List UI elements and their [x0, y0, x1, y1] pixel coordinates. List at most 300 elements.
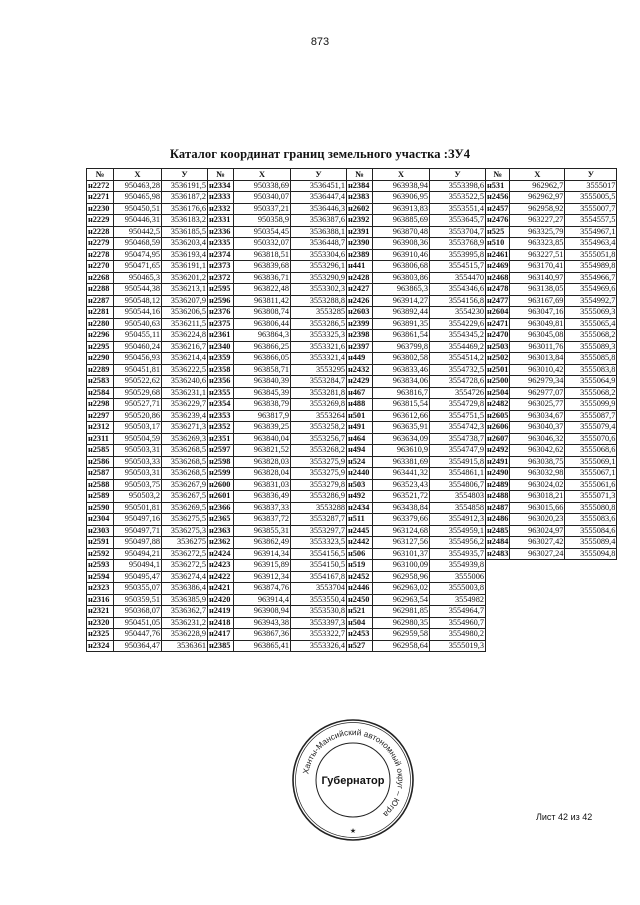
- point-number-cell: н2490: [487, 468, 509, 478]
- x-coordinate-cell: 950503,31: [114, 445, 162, 457]
- point-number-cell: н2591: [87, 537, 114, 549]
- x-coordinate-cell: 963610,9: [373, 445, 430, 457]
- y-coordinate-cell: 3554939,8: [430, 560, 486, 572]
- y-coordinate-cell: 3555003,8: [430, 583, 486, 595]
- column-header: У: [162, 169, 208, 181]
- x-coordinate-cell: 963938,94: [373, 180, 430, 192]
- point-number-cell: н2442: [347, 537, 373, 549]
- point-number-cell: н2492: [487, 445, 509, 455]
- point-number-cell: н2230: [87, 203, 114, 215]
- x-coordinate-cell: 963013,84: [510, 353, 565, 365]
- x-coordinate-cell: 950340,07: [234, 192, 291, 204]
- x-coordinate-cell: 963799,8: [373, 341, 430, 353]
- x-coordinate-cell: 950364,47: [114, 640, 162, 652]
- table-row: [87, 330, 617, 342]
- table-row: [87, 364, 617, 376]
- x-coordinate-cell: 963874,76: [234, 583, 291, 595]
- point-number-cell: н2585: [87, 445, 114, 457]
- column-header: №: [347, 169, 373, 181]
- y-coordinate-cell: 3536361: [162, 640, 208, 652]
- y-coordinate-cell: 3553279,8: [291, 479, 347, 491]
- y-coordinate-cell: 3553326,4: [291, 640, 347, 652]
- x-coordinate-cell: 963381,69: [373, 456, 430, 468]
- x-coordinate-cell: 950544,38: [114, 284, 162, 296]
- point-number-cell: н2295: [87, 341, 114, 353]
- x-coordinate-cell: 950495,47: [114, 571, 162, 583]
- x-coordinate-cell: 962958,92: [510, 203, 565, 215]
- table-row: [87, 261, 617, 273]
- x-coordinate-cell: 950455,11: [114, 330, 162, 342]
- x-coordinate-cell: 963808,74: [234, 307, 291, 319]
- x-coordinate-cell: 963227,27: [510, 215, 565, 227]
- x-coordinate-cell: 963042,62: [510, 445, 565, 457]
- table-row: [87, 410, 617, 422]
- sheet-label: Лист 42 из 42: [536, 812, 593, 822]
- point-number-cell: н2478: [487, 284, 509, 294]
- x-coordinate-cell: 963865,3: [373, 284, 430, 296]
- table-row: [87, 606, 617, 618]
- y-coordinate-cell: 3536216,7: [162, 341, 208, 353]
- y-coordinate-cell: 3536447,4: [291, 192, 347, 204]
- y-coordinate-cell: 3536207,9: [162, 295, 208, 307]
- point-number-cell: н2312: [87, 422, 114, 434]
- point-number-cell: н521: [347, 606, 373, 618]
- table-row: [87, 203, 617, 215]
- point-number-cell: н2278: [87, 249, 114, 261]
- x-coordinate-cell: 950503,33: [114, 456, 162, 468]
- y-coordinate-cell: 3536362,7: [162, 606, 208, 618]
- x-coordinate-cell: 963100,09: [373, 560, 430, 572]
- x-coordinate-cell: 950358,9: [234, 215, 291, 227]
- table-row: [87, 548, 617, 560]
- y-coordinate-cell: 3553530,8: [291, 606, 347, 618]
- x-coordinate-cell: 963836,71: [234, 272, 291, 284]
- table-row: [87, 433, 617, 445]
- y-coordinate-cell: 3536267,5: [162, 491, 208, 503]
- point-number-cell: [486, 583, 510, 595]
- column-header: X: [234, 169, 291, 181]
- catalog-title: Каталог координат границ земельного участка :ЗУ4: [169, 147, 471, 161]
- x-coordinate-cell: 963943,38: [234, 617, 291, 629]
- point-number-cell: н2359: [208, 353, 234, 365]
- x-coordinate-cell: 950338,69: [234, 180, 291, 192]
- point-number-cell: н527: [347, 640, 373, 652]
- point-number-cell: н2469: [487, 261, 509, 271]
- x-coordinate-cell: 950471,65: [114, 261, 162, 273]
- point-number-cell: н2389: [347, 249, 373, 261]
- point-number-cell: н2434: [347, 502, 373, 514]
- y-coordinate-cell: 3555068,2: [565, 330, 617, 342]
- table-row: [87, 307, 617, 319]
- x-coordinate-cell: 950522,62: [114, 376, 162, 388]
- y-coordinate-cell: 3553296,1: [291, 261, 347, 273]
- x-coordinate-cell: 962980,35: [373, 617, 430, 629]
- point-number-cell: н2483: [487, 548, 509, 558]
- point-number-cell: н464: [347, 433, 373, 445]
- point-number-cell: н2452: [347, 571, 373, 583]
- point-number-cell: н2418: [208, 617, 234, 629]
- point-number-cell: н2397: [347, 341, 373, 353]
- point-number-cell: н2316: [87, 594, 114, 606]
- x-coordinate-cell: 950503,2: [114, 491, 162, 503]
- point-number-cell: н2324: [87, 640, 114, 652]
- y-coordinate-cell: 3554982: [430, 594, 486, 606]
- x-coordinate-cell: 963906,95: [373, 192, 430, 204]
- table-row: [87, 525, 617, 537]
- point-number-cell: н467: [347, 387, 373, 399]
- y-coordinate-cell: 3554967,1: [565, 226, 617, 238]
- point-number-cell: н2355: [208, 387, 234, 399]
- y-coordinate-cell: [565, 583, 617, 595]
- point-number-cell: н2491: [487, 456, 509, 466]
- x-coordinate-cell: 950354,45: [234, 226, 291, 238]
- x-coordinate-cell: 963635,91: [373, 422, 430, 434]
- y-coordinate-cell: 3553704,7: [430, 226, 486, 238]
- column-header: №: [208, 169, 234, 181]
- y-coordinate-cell: 3554742,3: [430, 422, 486, 434]
- y-coordinate-cell: 3554912,3: [430, 514, 486, 526]
- table-row: [87, 215, 617, 227]
- y-coordinate-cell: 3536222,5: [162, 364, 208, 376]
- y-coordinate-cell: 3554515,7: [430, 261, 486, 273]
- x-coordinate-cell: [510, 560, 565, 572]
- y-coordinate-cell: 3553275,9: [291, 468, 347, 480]
- y-coordinate-cell: [565, 571, 617, 583]
- x-coordinate-cell: 963024,97: [510, 525, 565, 537]
- point-number-cell: н2471: [487, 318, 509, 328]
- x-coordinate-cell: 963914,27: [373, 295, 430, 307]
- x-coordinate-cell: 962963,02: [373, 583, 430, 595]
- x-coordinate-cell: 950504,59: [114, 433, 162, 445]
- point-number-cell: н2457: [487, 203, 509, 213]
- x-coordinate-cell: 963910,46: [373, 249, 430, 261]
- point-number-cell: н2597: [208, 445, 234, 457]
- x-coordinate-cell: 963323,85: [510, 238, 565, 250]
- y-coordinate-cell: 3536385,9: [162, 594, 208, 606]
- point-number-cell: н2424: [208, 548, 234, 560]
- y-coordinate-cell: 3536185,5: [162, 226, 208, 238]
- y-coordinate-cell: 3536271,3: [162, 422, 208, 434]
- y-coordinate-cell: 3536275,3: [162, 525, 208, 537]
- point-number-cell: н2445: [347, 525, 373, 537]
- y-coordinate-cell: 3553322,7: [291, 629, 347, 641]
- point-number-cell: н2365: [208, 514, 234, 526]
- table-row: [87, 514, 617, 526]
- x-coordinate-cell: 963045,08: [510, 330, 565, 342]
- y-coordinate-cell: 3554858: [430, 502, 486, 514]
- table-row: [87, 445, 617, 457]
- y-coordinate-cell: 3553275,9: [291, 456, 347, 468]
- x-coordinate-cell: 963034,67: [510, 410, 565, 422]
- point-number-cell: н2298: [87, 399, 114, 411]
- y-coordinate-cell: 3536211,5: [162, 318, 208, 330]
- point-number-cell: н2321: [87, 606, 114, 618]
- y-coordinate-cell: 3553768,9: [430, 238, 486, 250]
- x-coordinate-cell: 963140,97: [510, 272, 565, 284]
- x-coordinate-cell: 963866,05: [234, 353, 291, 365]
- point-number-cell: н2288: [87, 284, 114, 296]
- x-coordinate-cell: 963806,68: [373, 261, 430, 273]
- y-coordinate-cell: 3536274,4: [162, 571, 208, 583]
- point-number-cell: н2604: [487, 307, 509, 317]
- x-coordinate-cell: 963908,94: [234, 606, 291, 618]
- x-coordinate-cell: 963027,42: [510, 537, 565, 549]
- x-coordinate-cell: 963840,04: [234, 433, 291, 445]
- point-number-cell: н2501: [487, 364, 509, 374]
- x-coordinate-cell: 963914,4: [234, 594, 291, 606]
- point-number-cell: н2599: [208, 468, 234, 480]
- point-number-cell: н2470: [487, 330, 509, 340]
- point-number-cell: н2385: [208, 640, 234, 652]
- point-number-cell: н2477: [487, 295, 509, 305]
- point-number-cell: н2584: [87, 387, 114, 399]
- x-coordinate-cell: 963101,37: [373, 548, 430, 560]
- x-coordinate-cell: 950463,28: [114, 180, 162, 192]
- point-number-cell: н494: [347, 445, 373, 457]
- table-row: [87, 272, 617, 284]
- x-coordinate-cell: 950451,05: [114, 617, 162, 629]
- point-number-cell: [486, 617, 510, 629]
- point-number-cell: н2488: [487, 491, 509, 501]
- point-number-cell: н2594: [87, 571, 114, 583]
- y-coordinate-cell: 3554729,8: [430, 399, 486, 411]
- x-coordinate-cell: 950501,81: [114, 502, 162, 514]
- y-coordinate-cell: 3536267,9: [162, 479, 208, 491]
- point-number-cell: н2287: [87, 295, 114, 307]
- table-row: [87, 640, 617, 652]
- coordinates-table: [86, 168, 617, 652]
- point-number-cell: н503: [347, 479, 373, 491]
- point-number-cell: н2335: [208, 238, 234, 250]
- x-coordinate-cell: 963891,35: [373, 318, 430, 330]
- x-coordinate-cell: 950451,81: [114, 364, 162, 376]
- point-number-cell: н2311: [87, 433, 114, 445]
- point-number-cell: н2595: [208, 284, 234, 296]
- seal-star-icon: ★: [349, 827, 357, 835]
- point-number-cell: н441: [347, 261, 373, 273]
- y-coordinate-cell: 3555006: [430, 571, 486, 583]
- y-coordinate-cell: 3536275,5: [162, 514, 208, 526]
- point-number-cell: н2446: [347, 583, 373, 595]
- point-number-cell: н2332: [208, 203, 234, 215]
- x-coordinate-cell: 950544,16: [114, 307, 162, 319]
- table-row: [87, 284, 617, 296]
- point-number-cell: н531: [486, 180, 510, 192]
- y-coordinate-cell: 3536203,4: [162, 238, 208, 250]
- table-row: [87, 376, 617, 388]
- point-number-cell: н2586: [87, 456, 114, 468]
- y-coordinate-cell: 3553287,7: [291, 514, 347, 526]
- point-number-cell: н2392: [347, 215, 373, 227]
- x-coordinate-cell: 963834,06: [373, 376, 430, 388]
- x-coordinate-cell: 950359,51: [114, 594, 162, 606]
- x-coordinate-cell: 963836,49: [234, 491, 291, 503]
- x-coordinate-cell: 963018,21: [510, 491, 565, 503]
- x-coordinate-cell: 950548,12: [114, 295, 162, 307]
- x-coordinate-cell: [510, 594, 565, 606]
- y-coordinate-cell: 3536231,1: [162, 387, 208, 399]
- y-coordinate-cell: [565, 594, 617, 606]
- x-coordinate-cell: 963817,9: [234, 410, 291, 422]
- point-number-cell: н2440: [347, 468, 373, 480]
- y-coordinate-cell: 3554728,6: [430, 376, 486, 388]
- y-coordinate-cell: 3553286,9: [291, 491, 347, 503]
- table-row: [87, 537, 617, 549]
- point-number-cell: н491: [347, 422, 373, 434]
- x-coordinate-cell: 950442,5: [114, 226, 162, 238]
- y-coordinate-cell: 3555017: [565, 180, 617, 192]
- point-number-cell: н2390: [347, 238, 373, 250]
- x-coordinate-cell: 950450,51: [114, 203, 162, 215]
- y-coordinate-cell: 3554959,1: [430, 525, 486, 537]
- x-coordinate-cell: 963840,39: [234, 376, 291, 388]
- point-number-cell: н2279: [87, 238, 114, 250]
- y-coordinate-cell: 3553288: [291, 502, 347, 514]
- point-number-cell: н2289: [87, 364, 114, 376]
- y-coordinate-cell: 3553284,7: [291, 376, 347, 388]
- x-coordinate-cell: 963833,46: [373, 364, 430, 376]
- point-number-cell: н2270: [87, 261, 114, 273]
- y-coordinate-cell: 3536269,3: [162, 433, 208, 445]
- point-number-cell: н2320: [87, 617, 114, 629]
- x-coordinate-cell: 963325,79: [510, 226, 565, 238]
- point-number-cell: н2426: [347, 295, 373, 307]
- y-coordinate-cell: 3554229,6: [430, 318, 486, 330]
- y-coordinate-cell: 3536214,4: [162, 353, 208, 365]
- y-coordinate-cell: 3536268,5: [162, 445, 208, 457]
- y-coordinate-cell: 3536176,6: [162, 203, 208, 215]
- y-coordinate-cell: 3536240,6: [162, 376, 208, 388]
- table-row: [87, 399, 617, 411]
- y-coordinate-cell: 3554470: [430, 272, 486, 284]
- point-number-cell: [486, 594, 510, 606]
- x-coordinate-cell: 963866,25: [234, 341, 291, 353]
- table-row: [87, 295, 617, 307]
- point-number-cell: н2399: [347, 318, 373, 330]
- page-number: 873: [310, 36, 330, 48]
- point-number-cell: н510: [486, 238, 510, 250]
- point-number-cell: н2383: [347, 192, 373, 204]
- point-number-cell: н2423: [208, 560, 234, 572]
- x-coordinate-cell: 963010,42: [510, 364, 565, 376]
- point-number-cell: н2603: [347, 307, 373, 319]
- point-number-cell: н2325: [87, 629, 114, 641]
- table-row: [87, 238, 617, 250]
- x-coordinate-cell: 950527,71: [114, 399, 162, 411]
- y-coordinate-cell: 3553256,7: [291, 433, 347, 445]
- y-coordinate-cell: 3536193,4: [162, 249, 208, 261]
- column-header: У: [430, 169, 486, 181]
- table-row: [87, 318, 617, 330]
- table-row: [87, 341, 617, 353]
- column-header: №: [486, 169, 510, 181]
- point-number-cell: [486, 629, 510, 641]
- point-number-cell: н2417: [208, 629, 234, 641]
- y-coordinate-cell: 3554469,2: [430, 341, 486, 353]
- y-coordinate-cell: 3554732,5: [430, 364, 486, 376]
- y-coordinate-cell: 3555084,6: [565, 525, 617, 537]
- y-coordinate-cell: 3536388,1: [291, 226, 347, 238]
- point-number-cell: н2427: [347, 284, 373, 296]
- x-coordinate-cell: 963027,24: [510, 548, 565, 560]
- point-number-cell: н2336: [208, 226, 234, 238]
- y-coordinate-cell: 3536191,5: [162, 180, 208, 192]
- x-coordinate-cell: 963839,25: [234, 422, 291, 434]
- x-coordinate-cell: 963821,52: [234, 445, 291, 457]
- y-coordinate-cell: 3553323,5: [291, 537, 347, 549]
- point-number-cell: н519: [347, 560, 373, 572]
- x-coordinate-cell: 963523,43: [373, 479, 430, 491]
- point-number-cell: н506: [347, 548, 373, 560]
- table-row: [87, 594, 617, 606]
- y-coordinate-cell: 3553321,4: [291, 353, 347, 365]
- y-coordinate-cell: 3555005,5: [565, 192, 617, 204]
- x-coordinate-cell: 963227,51: [510, 249, 565, 261]
- x-coordinate-cell: 950368,07: [114, 606, 162, 618]
- x-coordinate-cell: 963020,23: [510, 514, 565, 526]
- y-coordinate-cell: 3555089,3: [565, 341, 617, 353]
- point-number-cell: н2331: [208, 215, 234, 227]
- point-number-cell: н2419: [208, 606, 234, 618]
- x-coordinate-cell: 962979,34: [510, 376, 565, 388]
- seal-center-text: Губернатор: [321, 775, 385, 787]
- y-coordinate-cell: 3536206,5: [162, 307, 208, 319]
- point-number-cell: н2486: [487, 514, 509, 524]
- y-coordinate-cell: 3554966,7: [565, 272, 617, 284]
- x-coordinate-cell: 963858,71: [234, 364, 291, 376]
- column-header: У: [565, 169, 617, 181]
- point-number-cell: н2296: [87, 330, 114, 342]
- point-number-cell: н525: [486, 226, 510, 238]
- x-coordinate-cell: 950540,63: [114, 318, 162, 330]
- point-number-cell: н2281: [87, 307, 114, 319]
- x-coordinate-cell: 963802,58: [373, 353, 430, 365]
- x-coordinate-cell: 963011,76: [510, 341, 565, 353]
- point-number-cell: н2353: [208, 410, 234, 422]
- x-coordinate-cell: 963822,48: [234, 284, 291, 296]
- x-coordinate-cell: 963815,54: [373, 399, 430, 411]
- y-coordinate-cell: 3555071,3: [565, 491, 617, 503]
- point-number-cell: н2600: [208, 479, 234, 491]
- y-coordinate-cell: 3555069,3: [565, 307, 617, 319]
- point-number-cell: [486, 560, 510, 572]
- x-coordinate-cell: 963438,84: [373, 502, 430, 514]
- point-number-cell: н2487: [487, 502, 509, 512]
- x-coordinate-cell: 963634,09: [373, 433, 430, 445]
- y-coordinate-cell: 3555064,9: [565, 376, 617, 388]
- y-coordinate-cell: 3536228,9: [162, 629, 208, 641]
- y-coordinate-cell: 3536446,3: [291, 203, 347, 215]
- point-number-cell: н2484: [487, 537, 509, 547]
- y-coordinate-cell: 3554980,2: [430, 629, 486, 641]
- x-coordinate-cell: [510, 617, 565, 629]
- column-header: X: [373, 169, 430, 181]
- y-coordinate-cell: 3555068,2: [565, 387, 617, 399]
- x-coordinate-cell: 950474,95: [114, 249, 162, 261]
- point-number-cell: н2596: [208, 295, 234, 307]
- point-number-cell: н2587: [87, 468, 114, 480]
- y-coordinate-cell: 3553297,7: [291, 525, 347, 537]
- y-coordinate-cell: 3553302,3: [291, 284, 347, 296]
- y-coordinate-cell: 3554345,2: [430, 330, 486, 342]
- y-coordinate-cell: 3554156,5: [291, 548, 347, 560]
- y-coordinate-cell: 3554346,6: [430, 284, 486, 296]
- table-row: [87, 192, 617, 204]
- x-coordinate-cell: 963124,68: [373, 525, 430, 537]
- y-coordinate-cell: 3555051,8: [565, 249, 617, 261]
- point-number-cell: н2356: [208, 376, 234, 388]
- point-number-cell: н504: [347, 617, 373, 629]
